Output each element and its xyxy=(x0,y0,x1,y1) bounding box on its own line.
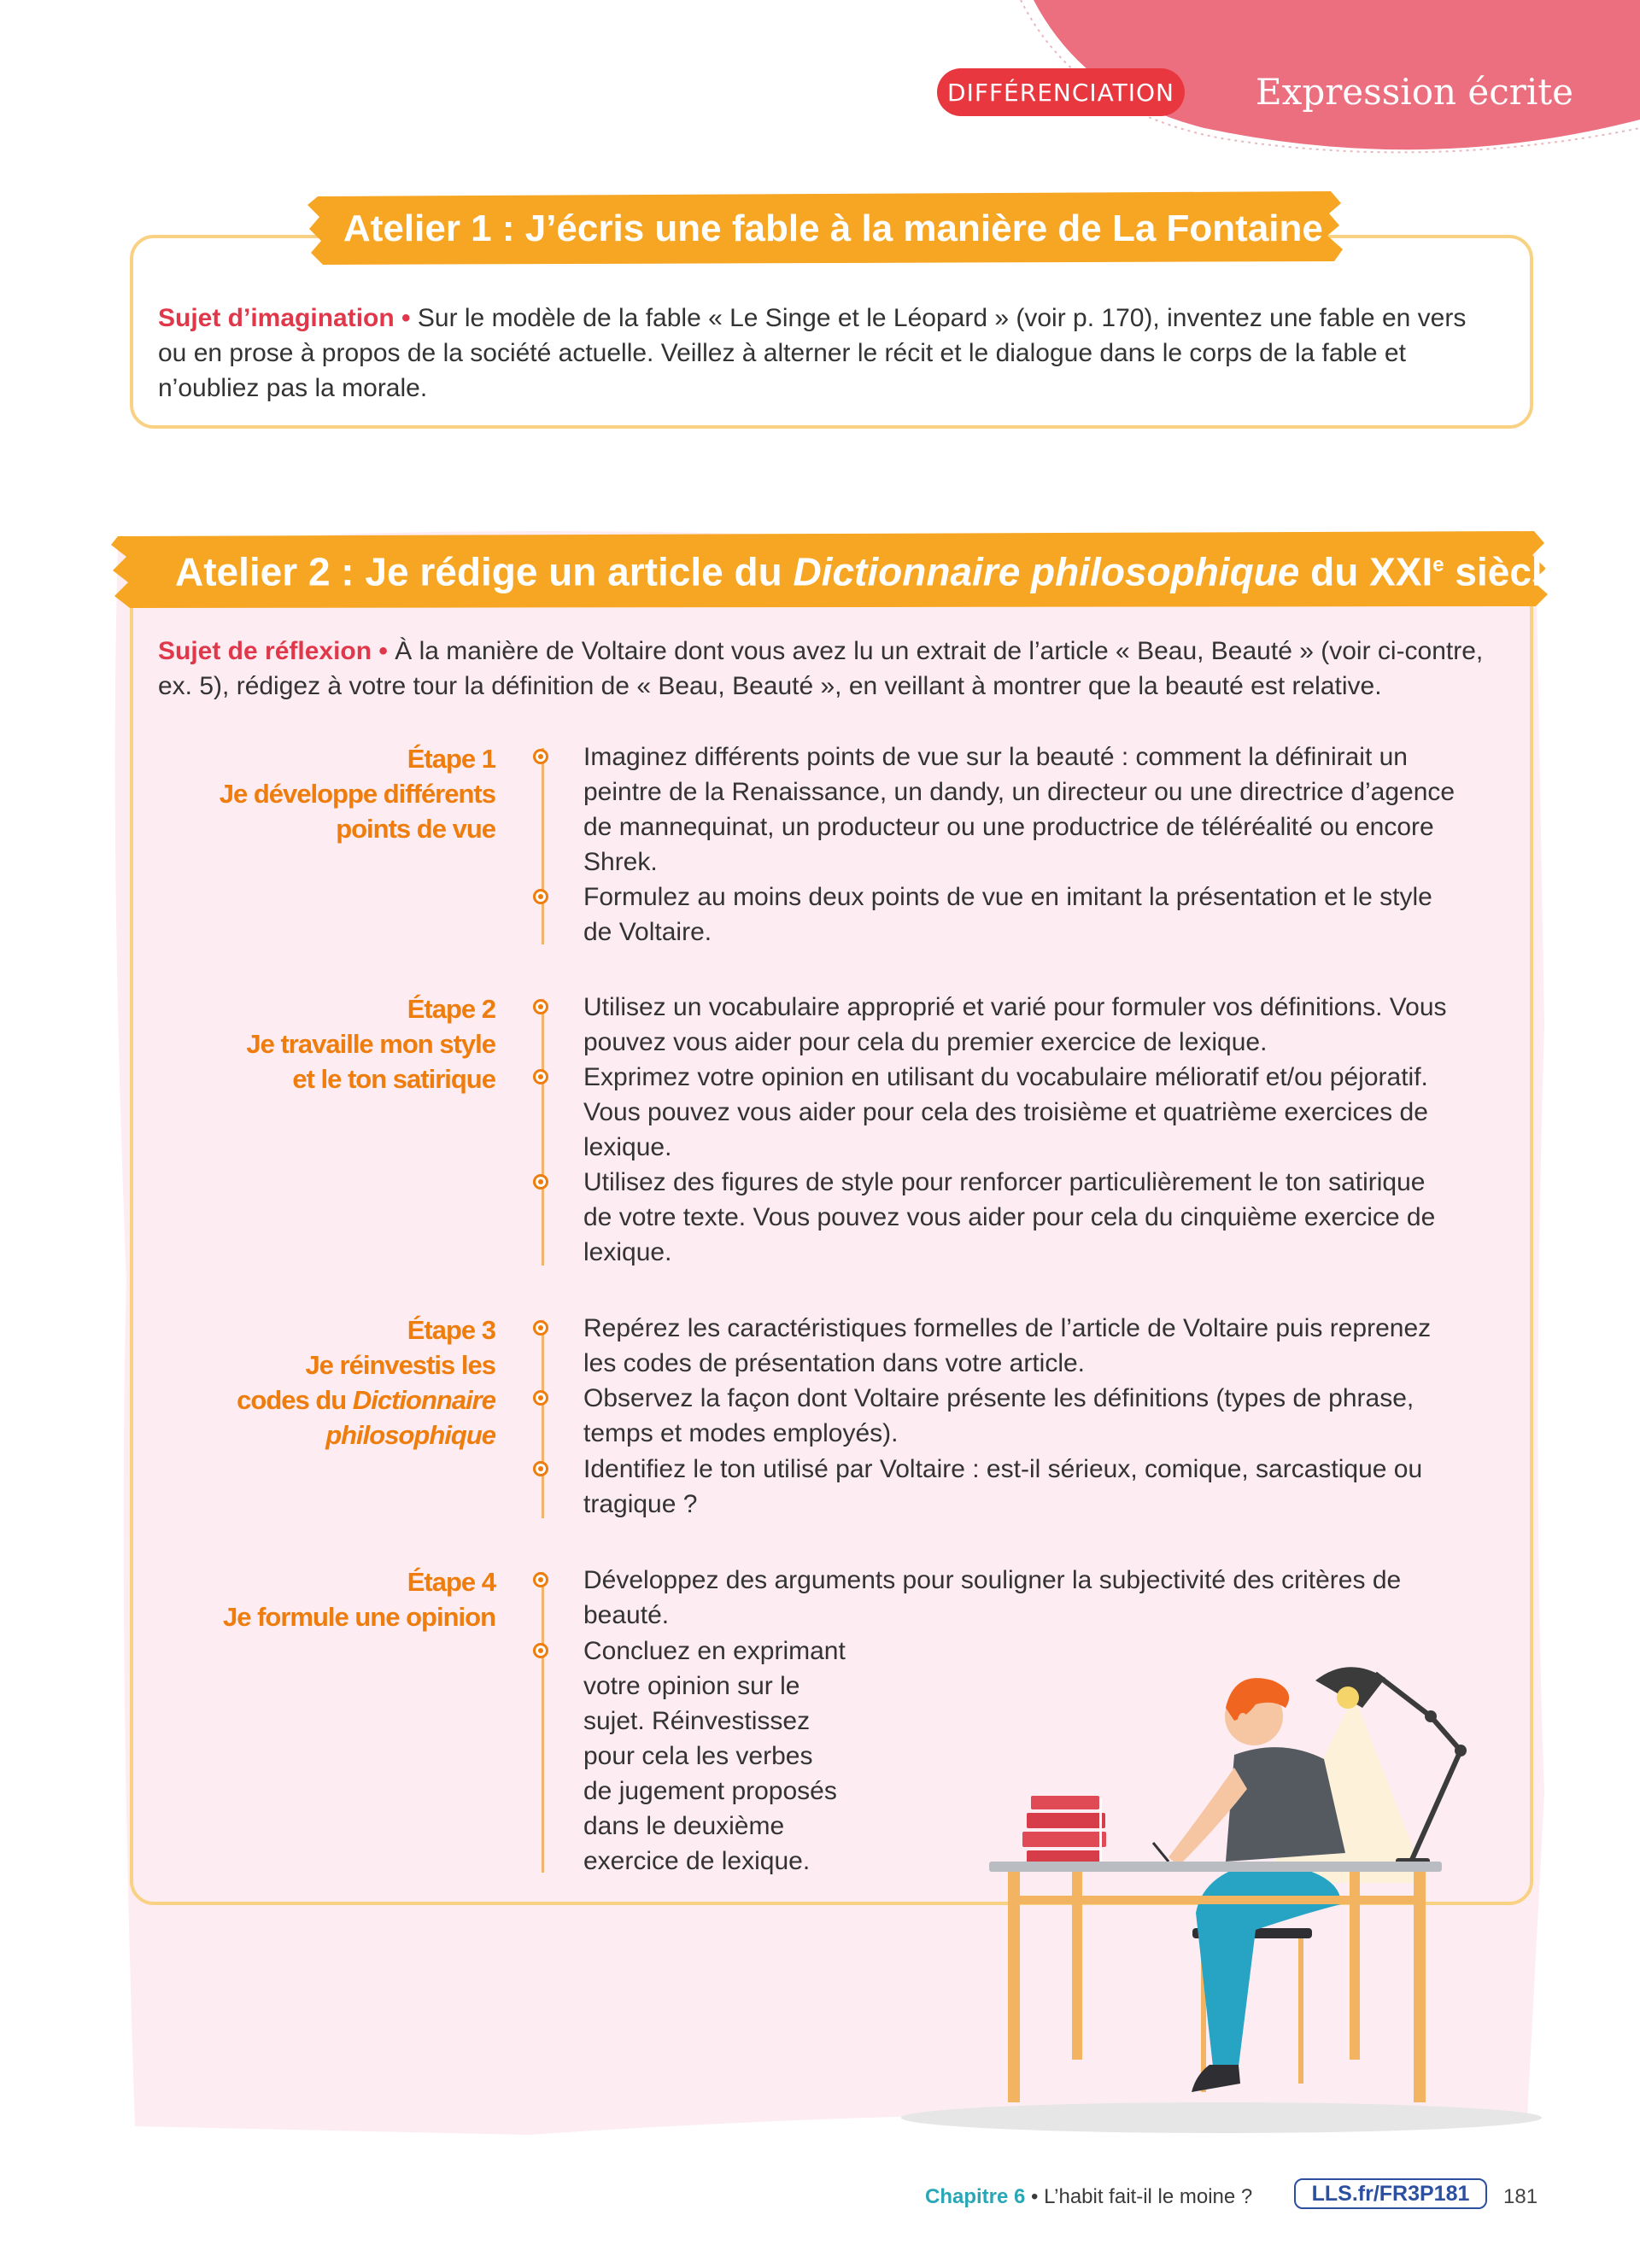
step-2-line xyxy=(542,999,544,1266)
bullet-icon xyxy=(533,1174,548,1190)
step-4-item-2: Concluez en exprimant votre opinion sur le sujet. Réinvestissez pour cela les verbes de jugement proposés dans le deuxième exercice de lexique. xyxy=(583,1637,846,1875)
atelier-1-line-1: Sujet d’imagination • Sur le modèle de la fable « Le Singe et le Léopard » (voir p. 170), inventez une fable en vers xyxy=(158,304,1467,332)
step-2-item-3: Utilisez des figures de style pour renforcer particulièrement le ton satirique de votre texte. Vous pouvez vous aider pour cela du cinquième exercice de lexique. xyxy=(583,1168,1436,1266)
bullet-icon xyxy=(533,1390,548,1406)
atelier-1-lead: Sujet d’imagination • xyxy=(158,304,411,332)
atelier-2-line-1: Sujet de réflexion • À la manière de Voltaire dont vous avez lu un extrait de l’article « Beau, Beauté » (voir ci-contre, xyxy=(158,637,1484,665)
atelier-2-title: Atelier 2 : Je rédige un article du Dictionnaire philosophique du XXIe siècle xyxy=(175,549,1565,594)
atelier-1-line-3: n’oubliez pas la morale. xyxy=(158,374,428,402)
bullet-icon xyxy=(533,1320,548,1336)
lls-link[interactable]: LLS.fr/FR3P181 xyxy=(1294,2178,1487,2209)
step-3-item-1: Repérez les caractéristiques formelles de l’article de Voltaire puis reprenez les codes de présentation dans votre article. xyxy=(583,1314,1432,1377)
step-1-line xyxy=(542,748,544,944)
step-1-item-1: Imaginez différents points de vue sur la beauté : comment la définirait un peintre de la Renaissance, un dandy, un directeur ou une directrice d’agence de mannequinat, un producteur ou une productrice de téléréalité ou encore Shrek. xyxy=(583,743,1456,876)
bullet-icon xyxy=(533,1643,548,1658)
step-3-heading: Étape 3 Je réinvestis les codes du Dictionnaire philosophique xyxy=(237,1315,495,1450)
student-writing-illustration xyxy=(897,1657,1546,2143)
step-1-item-2: Formulez au moins deux points de vue en imitant la présentation et le style de Voltaire. xyxy=(583,883,1432,946)
footer-chapter: Chapitre 6 • L’habit fait-il le moine ? xyxy=(925,2185,1253,2208)
bullet-icon xyxy=(533,1461,548,1476)
step-3-line xyxy=(542,1320,544,1518)
step-1-heading: Étape 1 Je développe différents points de vue xyxy=(219,744,495,844)
page-number: 181 xyxy=(1503,2185,1538,2208)
bullet-icon xyxy=(533,999,548,1014)
step-3-item-3: Identifiez le ton utilisé par Voltaire : est-il sérieux, comique, sarcastique ou tragique ? xyxy=(583,1455,1423,1518)
atelier-2-line-2: ex. 5), rédigez à votre tour la définition de « Beau, Beauté », en veillant à montrer que la beauté est relative. xyxy=(158,672,1382,700)
section-title: Expression écrite xyxy=(1256,71,1574,113)
step-3-item-2: Observez la façon dont Voltaire présente les définitions (types de phrase, temps et modes employés). xyxy=(583,1384,1414,1447)
step-2-heading: Étape 2 Je travaille mon style et le ton satirique xyxy=(246,994,495,1094)
atelier-1-line-2: ou en prose à propos de la société actuelle. Veillez à alterner le récit et le dialogue dans le corps de la fable et xyxy=(158,339,1406,367)
atelier-2-subject xyxy=(158,634,1508,704)
step-4-item-1: Développez des arguments pour souligner la subjectivité des critères de beauté. xyxy=(583,1566,1402,1629)
differenciation-badge: DIFFÉRENCIATION xyxy=(937,68,1185,116)
step-4-line xyxy=(542,1572,544,1873)
step-2-item-2: Exprimez votre opinion en utilisant du vocabulaire mélioratif et/ou péjoratif. Vous pouvez vous aider pour cela des troisième et quatrième exercices de lexique. xyxy=(583,1063,1428,1161)
bullet-icon xyxy=(533,1069,548,1084)
bullet-icon xyxy=(533,889,548,904)
step-2-item-1: Utilisez un vocabulaire approprié et varié pour formuler vos définitions. Vous pouvez vous aider pour cela du premier exercice de lexique. xyxy=(583,993,1447,1056)
step-4-heading: Étape 4 Je formule une opinion xyxy=(222,1567,495,1632)
bullet-icon xyxy=(533,749,548,764)
atelier-2-lead: Sujet de réflexion • xyxy=(158,637,388,665)
atelier-1-subject xyxy=(158,301,1508,406)
atelier-1-title: Atelier 1 : J’écris une fable à la manière de La Fontaine xyxy=(343,208,1323,249)
bullet-icon xyxy=(533,1572,548,1587)
